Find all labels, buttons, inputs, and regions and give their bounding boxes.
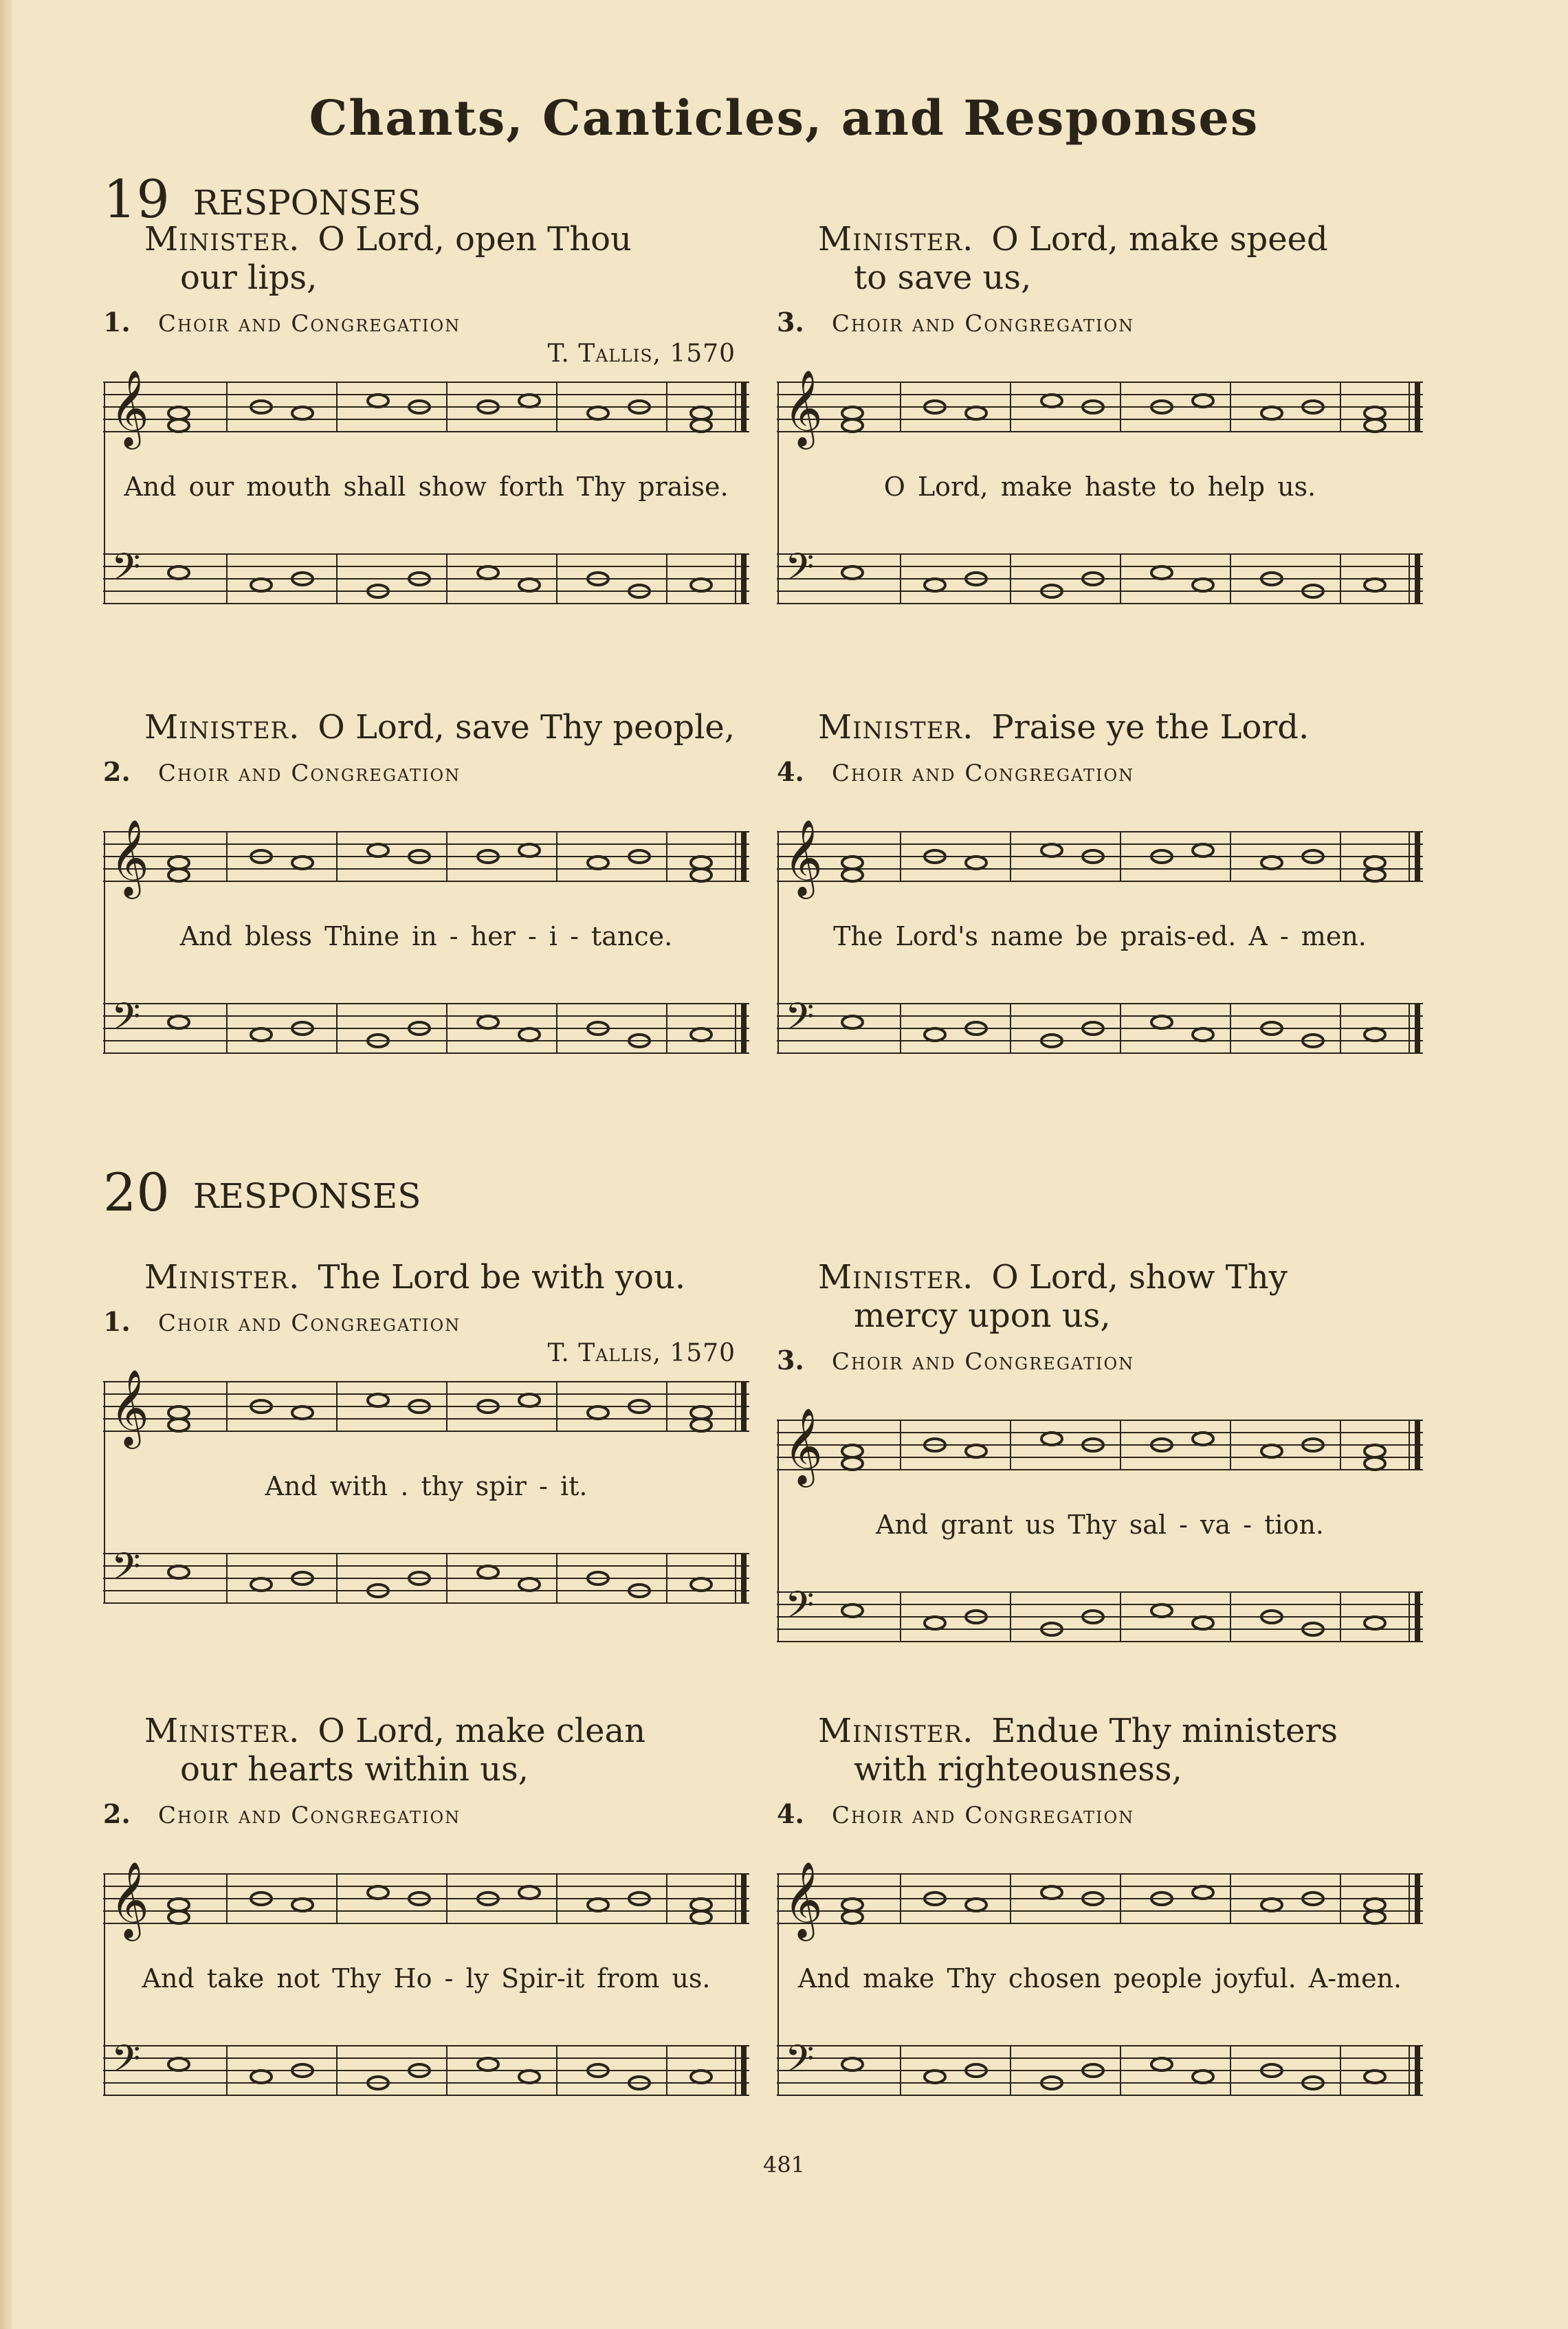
choir-line (103, 1306, 461, 1337)
minister-line (818, 1712, 1437, 1789)
page-edge (0, 0, 12, 2329)
minister-label: Minister. (144, 1258, 300, 1296)
music-score (103, 368, 749, 643)
minister-text-continued: our lips, (180, 258, 318, 297)
page-number: 481 (762, 2152, 806, 2178)
verse-number: 2. (103, 1798, 131, 1829)
minister-label: Minister. (818, 708, 974, 747)
minister-text: O Lord, open Thou (318, 220, 632, 258)
response-block (103, 1712, 763, 2152)
section-number: 20 (103, 1162, 170, 1223)
choir-label: Choir and Congregation (158, 1802, 461, 1829)
minister-line (818, 708, 1437, 747)
choir-line (777, 756, 1134, 787)
treble-clef-icon: 𝄞 (784, 819, 823, 896)
treble-clef-icon: 𝄞 (784, 1407, 823, 1484)
minister-text-continued: with righteousness, (854, 1750, 1182, 1789)
minister-line (144, 1258, 763, 1296)
section-label: RESPONSES (192, 183, 421, 223)
bass-clef-icon: 𝄢 (111, 2037, 141, 2090)
verse-number: 3. (777, 1345, 804, 1376)
treble-clef-icon: 𝄞 (784, 1861, 823, 1938)
choir-line (103, 756, 461, 787)
section-label: RESPONSES (192, 1176, 421, 1216)
minister-label: Minister. (144, 708, 300, 747)
choir-label: Choir and Congregation (158, 310, 461, 338)
verse-number: 1. (103, 307, 131, 338)
composer-credit: T. Tallis, 1570 (547, 1339, 736, 1367)
minister-text: O Lord, make speed (991, 220, 1328, 258)
response-block (777, 1712, 1437, 2152)
choir-label: Choir and Congregation (832, 1802, 1135, 1829)
verse-number: 4. (777, 1798, 804, 1829)
lyrics-line: And our mouth shall show forth Thy praise. (124, 472, 729, 502)
response-block (103, 220, 763, 660)
bass-clef-icon: 𝄢 (111, 995, 141, 1048)
bass-clef-icon: 𝄢 (785, 2037, 815, 2090)
minister-text-continued: our hearts within us, (180, 1750, 529, 1789)
bass-clef-icon: 𝄢 (111, 545, 141, 598)
treble-clef-icon: 𝄞 (784, 369, 823, 446)
music-score (777, 1860, 1423, 2135)
minister-text: The Lord be with you. (318, 1258, 686, 1296)
minister-text-continued: mercy upon us, (854, 1296, 1111, 1335)
choir-label: Choir and Congregation (158, 760, 461, 787)
lyrics-line: And grant us Thy sal - va - tion. (876, 1510, 1324, 1540)
choir-label: Choir and Congregation (832, 310, 1135, 338)
response-block (103, 1258, 763, 1698)
minister-text: Endue Thy ministers (991, 1712, 1338, 1750)
choir-line (777, 1345, 1134, 1376)
lyrics-line: The Lord's name be prais-ed. A - men. (833, 921, 1367, 951)
minister-text: O Lord, show Thy (991, 1258, 1288, 1296)
choir-line (103, 1798, 461, 1829)
lyrics-line: And with . thy spir - it. (265, 1471, 588, 1501)
minister-line (144, 708, 763, 747)
response-block (103, 708, 763, 1148)
minister-line (144, 220, 763, 297)
verse-number: 3. (777, 307, 804, 338)
music-score (777, 1406, 1423, 1681)
music-score (777, 818, 1423, 1093)
lyrics-line: And bless Thine in - her - i - tance. (179, 921, 673, 951)
lyrics-line: And make Thy chosen people joyful. A-men. (797, 1963, 1402, 1994)
minister-label: Minister. (144, 220, 300, 258)
verse-number: 4. (777, 756, 804, 787)
music-score (777, 368, 1423, 643)
minister-text: O Lord, make clean (318, 1712, 646, 1750)
response-block (777, 220, 1437, 660)
minister-label: Minister. (818, 220, 974, 258)
verse-number: 1. (103, 1306, 131, 1337)
response-block (777, 1258, 1437, 1698)
minister-text: O Lord, save Thy people, (318, 708, 736, 747)
music-score (103, 818, 749, 1093)
minister-label: Minister. (144, 1712, 300, 1750)
verse-number: 2. (103, 756, 131, 787)
choir-line (777, 1798, 1134, 1829)
lyrics-line: O Lord, make haste to help us. (883, 472, 1316, 502)
composer-credit: T. Tallis, 1570 (547, 340, 736, 368)
page-title: Chants, Canticles, and Responses (309, 89, 1259, 146)
music-score (103, 1368, 749, 1643)
choir-label: Choir and Congregation (832, 760, 1135, 787)
treble-clef-icon: 𝄞 (110, 1861, 149, 1938)
treble-clef-icon: 𝄞 (110, 369, 149, 446)
choir-label: Choir and Congregation (158, 1310, 461, 1337)
lyrics-line: And take not Thy Ho - ly Spir-it from us. (142, 1963, 711, 1994)
music-score (103, 1860, 749, 2135)
choir-line (103, 307, 461, 338)
minister-line (818, 1258, 1437, 1335)
treble-clef-icon: 𝄞 (110, 819, 149, 896)
minister-label: Minister. (818, 1712, 974, 1750)
minister-label: Minister. (818, 1258, 974, 1296)
treble-clef-icon: 𝄞 (110, 1369, 149, 1446)
choir-label: Choir and Congregation (832, 1348, 1135, 1376)
response-block (777, 708, 1437, 1148)
bass-clef-icon: 𝄢 (785, 1583, 815, 1636)
bass-clef-icon: 𝄢 (111, 1545, 141, 1598)
section-number: 19 (103, 168, 170, 230)
bass-clef-icon: 𝄢 (785, 545, 815, 598)
bass-clef-icon: 𝄢 (785, 995, 815, 1048)
minister-line (144, 1712, 763, 1789)
section-heading-20 (103, 1162, 421, 1223)
minister-line (818, 220, 1437, 297)
minister-text-continued: to save us, (854, 258, 1032, 297)
choir-line (777, 307, 1134, 338)
minister-text: Praise ye the Lord. (991, 708, 1310, 747)
